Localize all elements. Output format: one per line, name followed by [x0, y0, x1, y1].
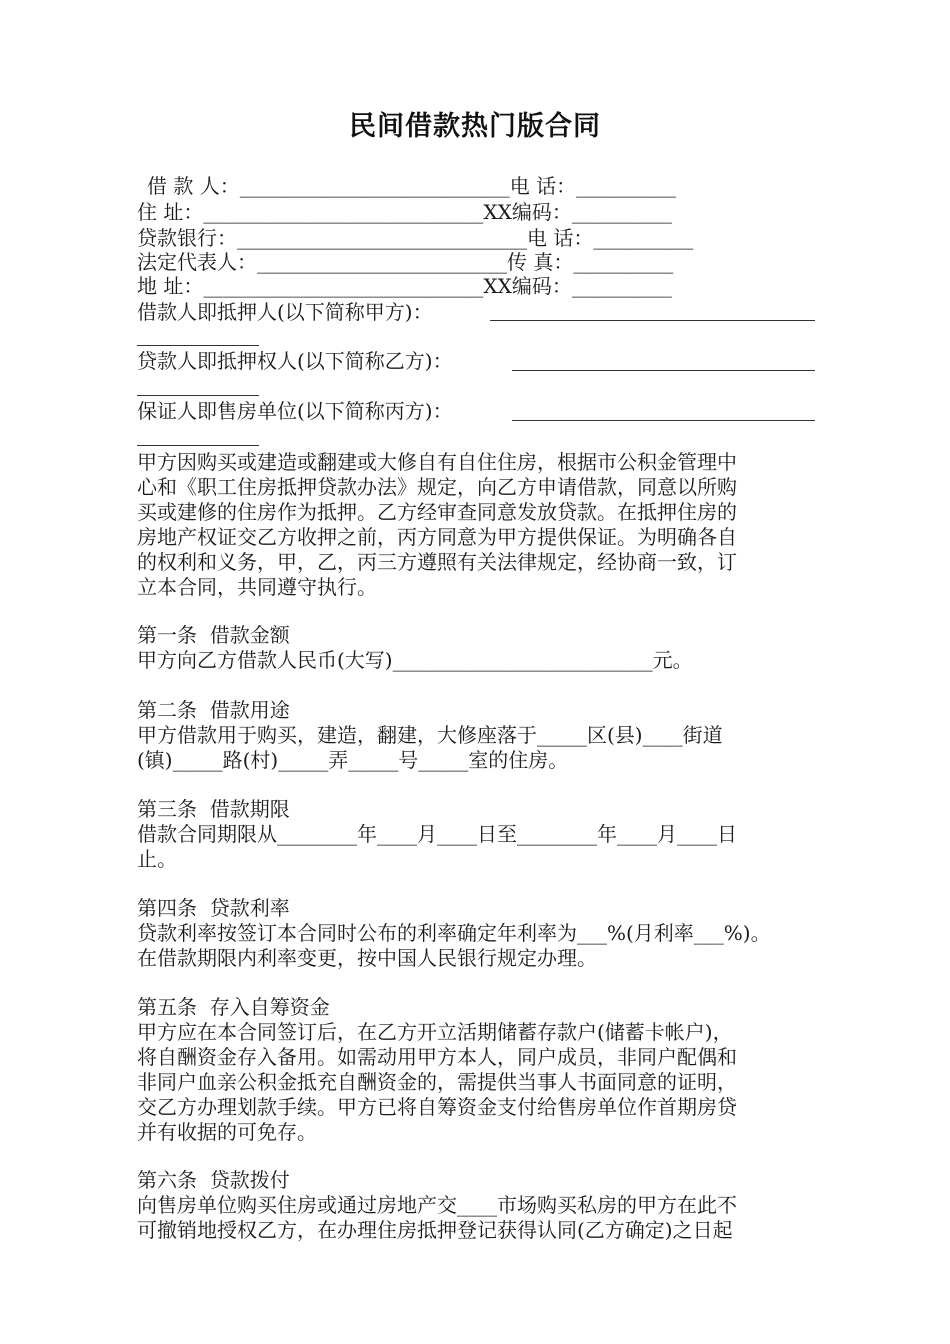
party-a-blank-line-cont — [137, 345, 259, 346]
postcode-label-1: XX编码： — [483, 200, 572, 224]
legal-rep-label: 法定代表人： — [137, 250, 257, 274]
borrower-row — [147, 174, 676, 198]
lender-bank-row — [137, 226, 693, 250]
article-heading: 第五条 存入自筹资金 — [137, 995, 330, 1019]
party-c-label: 保证人即售房单位(以下简称丙方)： — [137, 399, 453, 423]
document-title: 民间借款热门版合同 — [349, 111, 601, 142]
address-row-1 — [137, 200, 672, 224]
party-b-blank-line-cont — [137, 395, 259, 396]
postcode-blank-1: __________ — [571, 200, 672, 224]
party-c-blank-line-cont — [137, 445, 259, 446]
phone-blank-1: __________ — [576, 174, 677, 198]
postcode-blank-2: __________ — [571, 274, 672, 298]
fax-blank: __________ — [573, 250, 674, 274]
party-a-label: 借款人即抵押人(以下简称甲方)： — [137, 300, 433, 324]
preamble-line: 买或建修的住房作为抵押。乙方经审查同意发放贷款。在抵押住房的 — [137, 500, 737, 524]
postcode-label-2: XX编码： — [483, 274, 572, 298]
article-heading: 第六条 贷款拨付 — [137, 1168, 290, 1192]
article-heading: 第三条 借款期限 — [137, 797, 290, 821]
lender-bank-blank: _____________________________ — [237, 226, 527, 250]
article-line: 贷款利率按签订本合同时公布的利率确定年利率为___%(月利率___%)。 — [137, 921, 771, 945]
borrower-blank: ___________________________ — [239, 174, 510, 198]
article-line: 甲方向乙方借款人民币(大写)__________________________元。 — [137, 648, 693, 672]
address-blank-1: ____________________________ — [203, 200, 484, 224]
legal-rep-row — [137, 250, 673, 274]
phone-label-1: 电 话： — [509, 174, 577, 198]
address-blank-2: ____________________________ — [203, 274, 484, 298]
article-line: 借款合同期限从________年____月____日至________年____月____日 — [137, 822, 737, 846]
fax-label: 传 真： — [507, 250, 574, 274]
party-c-blank-line — [512, 420, 815, 421]
article-line: 将自酬资金存入备用。如需动用甲方本人，同户成员，非同户配偶和 — [137, 1045, 737, 1069]
article-line: 交乙方办理划款手续。甲方已将自筹资金支付给售房单位作首期房贷 — [137, 1095, 737, 1119]
article-line: 止。 — [137, 847, 177, 871]
address-label-2: 地 址： — [137, 274, 204, 298]
article-line: 甲方借款用于购买，建造，翻建，大修座落于_____区(县)____街道 — [137, 723, 723, 747]
article-line: 并有收据的可免存。 — [137, 1120, 317, 1144]
article-line: 甲方应在本合同签订后，在乙方开立活期储蓄存款户(储蓄卡帐户)， — [137, 1020, 733, 1044]
preamble-line: 甲方因购买或建造或翻建或大修自有自住住房，根据市公积金管理中 — [137, 450, 737, 474]
preamble-line: 立本合同，共同遵守执行。 — [137, 575, 377, 599]
address-label-1: 住 址： — [137, 200, 204, 224]
preamble-line: 房地产权证交乙方收押之前，丙方同意为甲方提供保证。为明确各自 — [137, 525, 737, 549]
phone-blank-2: __________ — [593, 226, 694, 250]
article-line: 向售房单位购买住房或通过房地产交____市场购买私房的甲方在此不 — [137, 1193, 737, 1217]
lender-bank-label: 贷款银行： — [137, 226, 237, 250]
party-a-blank-line — [490, 320, 815, 321]
phone-label-2: 电 话： — [527, 226, 594, 250]
article-line: (镇)_____路(村)_____弄_____号_____室的住房。 — [137, 748, 569, 772]
address-row-2 — [137, 274, 672, 298]
article-line: 非同户血亲公积金抵充自酬资金的，需提供当事人书面同意的证明， — [137, 1070, 737, 1094]
borrower-label: 借 款 人： — [147, 174, 240, 198]
party-b-label: 贷款人即抵押权人(以下简称乙方)： — [137, 349, 453, 373]
preamble-line: 心和《职工住房抵押贷款办法》规定，向乙方申请借款，同意以所购 — [137, 475, 737, 499]
article-heading: 第一条 借款金额 — [137, 623, 290, 647]
article-line: 在借款期限内利率变更，按中国人民银行规定办理。 — [137, 946, 597, 970]
legal-rep-blank: _________________________ — [257, 250, 507, 274]
article-line: 可撤销地授权乙方，在办理住房抵押登记获得认同(乙方确定)之日起 — [137, 1218, 733, 1242]
party-b-blank-line — [512, 370, 815, 371]
preamble-line: 的权利和义务，甲，乙，丙三方遵照有关法律规定，经协商一致，订 — [137, 550, 737, 574]
article-heading: 第四条 贷款利率 — [137, 896, 290, 920]
article-heading: 第二条 借款用途 — [137, 698, 290, 722]
